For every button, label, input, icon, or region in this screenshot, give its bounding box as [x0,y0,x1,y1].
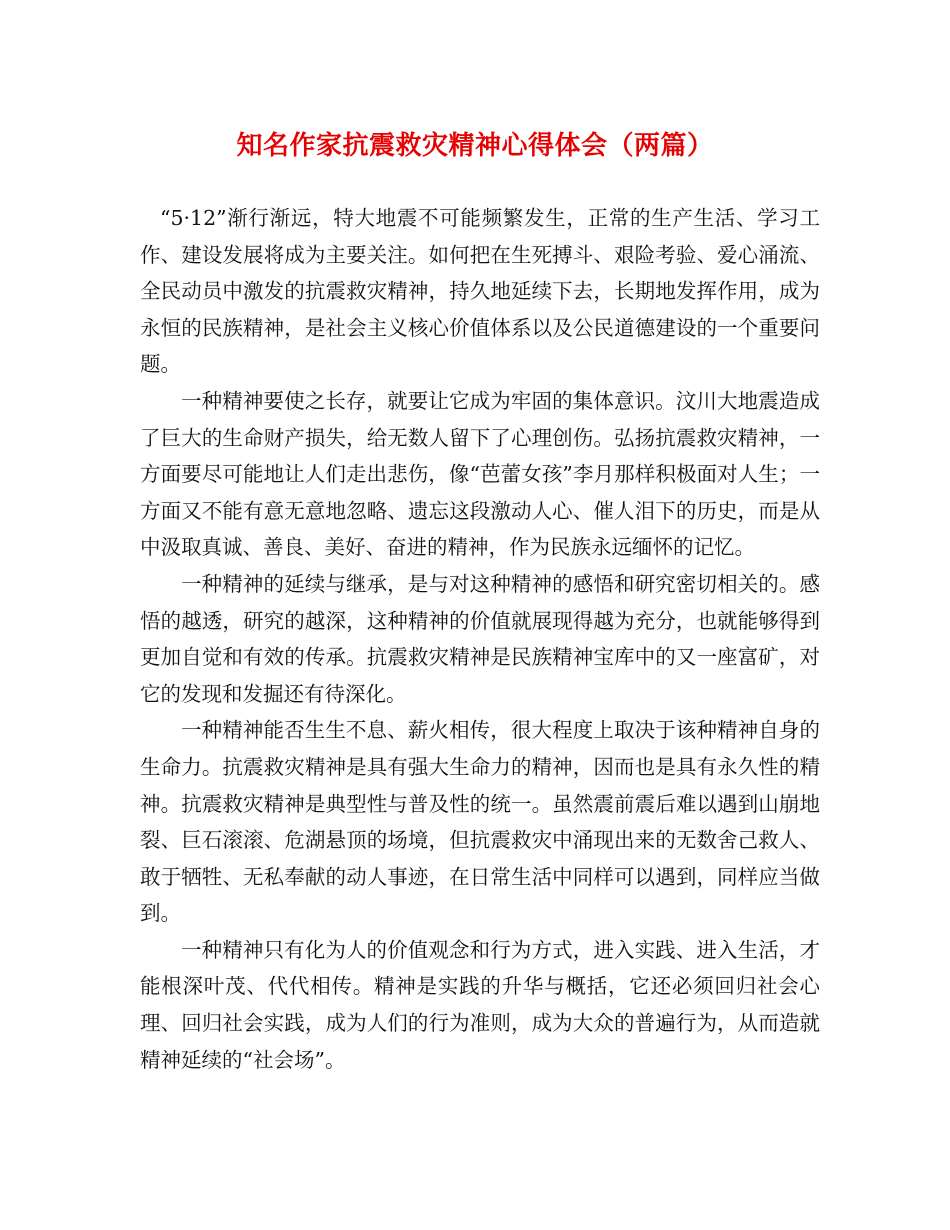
paragraph-3: 一种精神的延续与继承，是与对这种精神的感悟和研究密切相关的。感悟的越透，研究的越深，这种精神的价值就展现得越为充分，也就能够得到更加自觉和有效的传承。抗震救灾精神是民族精神宝库中的又一座富矿，对它的发现和发掘还有待深化。 [140,571,820,706]
paragraph-5: 一种精神只有化为人的价值观念和行为方式，进入实践、进入生活，才能根深叶茂、代代相传。精神是实践的升华与概括，它还必须回归社会心理、回归社会实践，成为人们的行为准则，成为大众的普遍行为，从而造就精神延续的“社会场”。 [140,937,820,1072]
document-body [140,200,820,1078]
paragraph-2: 一种精神要使之长存，就要让它成为牢固的集体意识。汶川大地震造成了巨大的生命财产损失，给无数人留下了心理创伤。弘扬抗震救灾精神，一方面要尽可能地让人们走出悲伤，像“芭蕾女孩”李月那样积极面对人生；一方面又不能有意无意地忽略、遗忘这段激动人心、催人泪下的历史，而是从中汲取真诚、善良、美好、奋进的精神，作为民族永远缅怀的记忆。 [140,388,820,560]
paragraph-1: “5·12”渐行渐远，特大地震不可能频繁发生，正常的生产生活、学习工作、建设发展将成为主要关注。如何把在生死搏斗、艰险考验、爱心涌流、全民动员中激发的抗震救灾精神，持久地延续下去，长期地发挥作用，成为永恒的民族精神，是社会主义核心价值体系以及公民道德建设的一个重要问题。 [140,206,820,377]
document-title: 知名作家抗震救灾精神心得体会（两篇） [236,131,714,161]
paragraph-4: 一种精神能否生生不息、薪火相传，很大程度上取决于该种精神自身的生命力。抗震救灾精神是具有强大生命力的精神，因而也是具有永久性的精神。抗震救灾精神是典型性与普及性的统一。虽然震前震后难以遇到山崩地裂、巨石滚滚、危湖悬顶的场境，但抗震救灾中涌现出来的无数舍己救人、敢于牺牲、无私奉献的动人事迹，在日常生活中同样可以遇到，同样应当做到。 [140,718,820,926]
